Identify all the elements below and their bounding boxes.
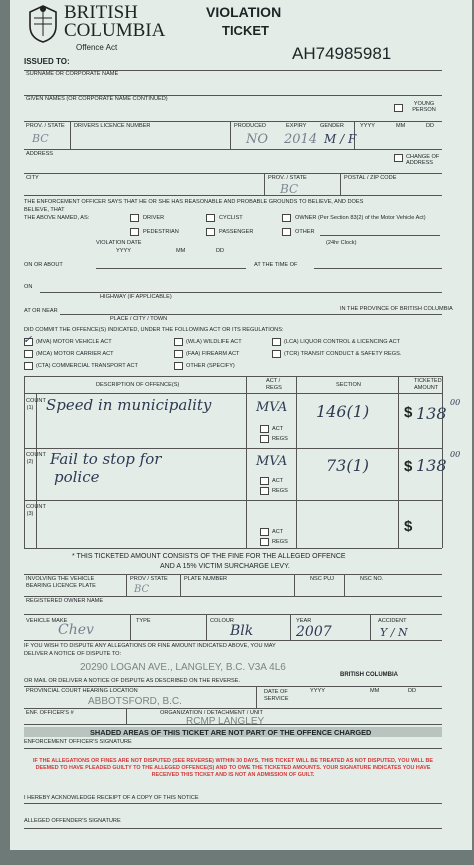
mva-check-mark: ✓ (23, 333, 33, 346)
row1-regs-opt: REGS (272, 436, 288, 442)
prov-state-label: PROV. / STATE (26, 123, 65, 129)
violation-yyyy: YYYY (116, 248, 131, 254)
clock-label: (24hr Clock) (326, 240, 357, 246)
prov2-value: BC (280, 182, 299, 196)
dispute-line3: OR MAIL OR DELIVER A NOTICE OF DISPUTE AS DESCRIBED ON THE REVERSE. (24, 678, 241, 684)
year-value: 2007 (296, 624, 332, 640)
court-value: ABBOTSFORD, B.C. (88, 696, 182, 707)
shaded-note: SHADED AREAS OF THIS TICKET ARE NOT PART OF THE OFFENCE CHARGED (90, 728, 372, 737)
colour-value: Blk (230, 623, 254, 639)
offence-desc-1: Speed in municipality (46, 396, 212, 414)
named-intro-1: THE ENFORCEMENT OFFICER SAYS THAT HE OR SHE HAS REASONABLE AND PROBABLE GROUNDS TO BELIEVE, AND DOES (24, 199, 364, 205)
birth-yyyy: YYYY (360, 123, 375, 129)
young-person-checkbox[interactable] (394, 104, 403, 112)
place-label: PLACE / CITY / TOWN (110, 316, 168, 322)
count-label-2: COUNT (2) (26, 452, 46, 465)
row3-act-opt: ACT (272, 529, 284, 535)
owner-label: OWNER (Per Section 83(2) of the Motor Vehicle Act) (295, 215, 426, 221)
row2-regs-checkbox[interactable] (260, 487, 269, 495)
gender-value: M / F (324, 132, 357, 146)
offence-amount-1: 138 (416, 404, 447, 423)
driver-label: DRIVER (143, 215, 165, 221)
lca-checkbox[interactable] (272, 338, 281, 346)
amount-dollar-3: $ (404, 518, 413, 535)
gender-label: GENDER (320, 123, 344, 129)
wla-checkbox[interactable] (174, 338, 183, 346)
produced-label: PRODUCED (234, 123, 267, 129)
at-the-time-of: AT THE TIME OF (254, 262, 298, 268)
amount-dollar-2: $ (404, 458, 413, 475)
passenger-checkbox[interactable] (206, 228, 215, 236)
mva-label: (MVA) MOTOR VEHICLE ACT (36, 339, 112, 345)
colour-label: COLOUR (210, 618, 234, 624)
on-label: ON (24, 284, 33, 290)
year-label: YEAR (296, 618, 312, 624)
veh-prov-label: PROV / STATE (130, 576, 168, 582)
given-names-label: GIVEN NAMES (OR CORPORATE NAME CONTINUED) (26, 96, 168, 102)
wla-label: (WLA) WILDLIFE ACT (186, 339, 242, 345)
row1-act-opt: ACT (272, 426, 284, 432)
expiry-label: EXPIRY (286, 123, 307, 129)
count-label-1: COUNT (1) (26, 398, 46, 411)
accident-value: Y / N (380, 626, 408, 639)
officer-signature-label: ENFORCEMENT OFFICER'S SIGNATURE (24, 739, 132, 745)
ticket-number: AH74985981 (292, 44, 392, 63)
make-value: Chev (58, 622, 94, 638)
violation-mm: MM (176, 248, 186, 254)
cyclist-checkbox[interactable] (206, 214, 215, 222)
named-intro-3: THE ABOVE NAMED, AS: (24, 215, 90, 221)
registered-owner-label: REGISTERED OWNER NAME (26, 598, 104, 604)
violation-ticket (10, 0, 472, 850)
brand-line2: COLUMBIA (64, 20, 166, 41)
offence-section-2: 73(1) (326, 456, 370, 475)
offence-section-1: 146(1) (316, 402, 370, 421)
section-header: SECTION (336, 382, 361, 388)
amount-header-1: TICKETED (414, 378, 442, 384)
count-label-3: COUNT (3) (26, 504, 46, 517)
row2-act-checkbox[interactable] (260, 477, 269, 485)
violation-dd: DD (216, 248, 225, 254)
amount-dollar-1: $ (404, 404, 413, 421)
dispute-line2: DELIVER A NOTICE OF DISPUTE TO: (24, 651, 122, 657)
issued-to-heading: ISSUED TO: (24, 57, 70, 66)
offence-desc-2b: police (54, 468, 100, 486)
service-yyyy: YYYY (310, 688, 325, 694)
prov-value: BC (32, 132, 49, 145)
row1-act-checkbox[interactable] (260, 425, 269, 433)
title-line1: VIOLATION (206, 4, 282, 20)
row3-act-checkbox[interactable] (260, 528, 269, 536)
province-label: IN THE PROVINCE OF BRITISH COLUMBIA (340, 306, 453, 312)
change-address-checkbox[interactable] (394, 154, 403, 162)
date-service-2: SERVICE (264, 696, 289, 702)
act-header-1: ACT / (266, 378, 281, 384)
faa-label: (FAA) FIREARM ACT (186, 351, 240, 357)
bc-label: BRITISH COLUMBIA (340, 672, 398, 678)
city-label: CITY (26, 175, 39, 181)
dispute-address: 20290 LOGAN AVE., LANGLEY, B.C. V3A 4L6 (80, 662, 286, 673)
type-label: TYPE (136, 618, 151, 624)
involving-label-1: INVOLVING THE VEHICLE (26, 576, 95, 582)
offence-cents-2: 00 (450, 450, 461, 459)
officer-label: ENF. OFFICER'S # (26, 710, 74, 716)
nsc-no: NSC NO. (360, 576, 384, 582)
tcr-label: (TCR) TRANSIT CONDUCT & SAFETY REGS. (284, 351, 402, 357)
highway-label: HIGHWAY (IF APPLICABLE) (100, 294, 172, 300)
court-label: PROVINCIAL COURT HEARING LOCATION (26, 688, 138, 694)
surname-label: SURNAME OR CORPORATE NAME (26, 71, 119, 77)
row2-act-opt: ACT (272, 478, 284, 484)
row1-regs-checkbox[interactable] (260, 435, 269, 443)
pedestrian-checkbox[interactable] (130, 228, 139, 236)
mca-checkbox[interactable] (24, 350, 33, 358)
prov-state2-label: PROV. / STATE (268, 175, 307, 181)
acknowledge-label: I HEREBY ACKNOWLEDGE RECEIPT OF A COPY OF THIS NOTICE (24, 795, 199, 801)
fine-note-2: AND A 15% VICTIM SURCHARGE LEVY. (160, 563, 290, 570)
row3-regs-opt: REGS (272, 539, 288, 545)
amount-header-2: AMOUNT (414, 385, 439, 391)
other-label: OTHER (295, 229, 315, 235)
offender-signature-label: ALLEGED OFFENDER'S SIGNATURE (24, 818, 121, 824)
other-act-label: OTHER (SPECIFY) (186, 363, 235, 369)
cyclist-label: CYCLIST (219, 215, 243, 221)
mca-label: (MCA) MOTOR CARRIER ACT (36, 351, 114, 357)
service-mm: MM (370, 688, 380, 694)
young-person-label: YOUNG PERSON (412, 101, 436, 113)
passenger-label: PASSENGER (219, 229, 254, 235)
bc-crest-icon (26, 4, 60, 44)
offence-cents-1: 00 (450, 398, 461, 407)
driver-checkbox[interactable] (130, 214, 139, 222)
org-label: ORGANIZATION / DETACHMENT / UNIT (160, 710, 263, 716)
offence-act-2: MVA (256, 454, 288, 469)
vehicle-make-label: VEHICLE MAKE (26, 618, 68, 624)
pedestrian-label: PEDESTRIAN (143, 229, 179, 235)
tcr-checkbox[interactable] (272, 350, 281, 358)
desc-header: DESCRIPTION OF OFFENCE(S) (96, 382, 180, 388)
date-service-1: DATE OF (264, 689, 288, 695)
veh-prov-value: BC (134, 584, 150, 595)
acts-intro: DID COMMIT THE OFFENCE(S) INDICATED, UNDER THE FOLLOWING ACT OR ITS REGULATIONS: (24, 327, 284, 333)
fine-note-1: * THIS TICKETED AMOUNT CONSISTS OF THE FINE FOR THE ALLEGED OFFENCE (72, 553, 346, 560)
owner-checkbox[interactable] (282, 214, 291, 222)
produced-value: NO (246, 132, 269, 147)
act-header-2: REGS (266, 385, 282, 391)
birth-dd: DD (426, 123, 435, 129)
lca-label: (LCA) LIQUOR CONTROL & LICENCING ACT (284, 339, 401, 345)
address-label: ADDRESS (26, 151, 54, 157)
on-or-about: ON OR ABOUT (24, 262, 63, 268)
involving-label-2: BEARING LICENCE PLATE (26, 583, 96, 589)
plate-label: PLATE NUMBER (184, 576, 228, 582)
brand-line1: BRITISH (64, 2, 138, 23)
faa-checkbox[interactable] (174, 350, 183, 358)
other-act-checkbox[interactable] (174, 362, 183, 370)
offence-act-1: MVA (256, 400, 288, 415)
offence-desc-2: Fail to stop for (50, 450, 162, 468)
act-label: Offence Act (76, 43, 118, 52)
warning-text: IF THE ALLEGATIONS OR FINES ARE NOT DISPUTED (SEE REVERSE) WITHIN 30 DAYS, THIS TICKET WILL BE TREATED AS NOT DISPUTED, YOU WILL BE DEEMED TO HAVE PLEADED GUILTY TO THE ALLEGED OFFENCE(S) AND TO OWE THE TICKETED AMOUNTS. YOUR SIGNATURE INDICATES YOU HAVE RECEIVED THIS TICKET AND IS NOT AN ADMISSION OF GUILT. (32, 758, 434, 779)
named-intro-2: BELIEVE, THAT (24, 207, 65, 213)
accident-label: ACCIDENT (378, 618, 407, 624)
licence-label: DRIVERS LICENCE NUMBER (74, 123, 151, 129)
row2-regs-opt: REGS (272, 488, 288, 494)
expiry-value: 2014 (284, 132, 318, 147)
postal-label: POSTAL / ZIP CODE (344, 175, 397, 181)
birth-mm: MM (396, 123, 406, 129)
other-checkbox[interactable] (282, 228, 291, 236)
dispute-line1: IF YOU WISH TO DISPUTE ANY ALLEGATIONS OR FINE AMOUNT INDICATED ABOVE, YOU MAY (24, 643, 276, 649)
org-value: RCMP LANGLEY (186, 716, 265, 727)
cta-checkbox[interactable] (24, 362, 33, 370)
offence-amount-2: 138 (416, 456, 447, 475)
change-address-label: CHANGE OF ADDRESS (406, 154, 440, 166)
title-line2: TICKET (222, 23, 269, 38)
row3-regs-checkbox[interactable] (260, 538, 269, 546)
cta-label: (CTA) COMMERCIAL TRANSPORT ACT (36, 363, 138, 369)
nsc-puj: NSC PUJ (310, 576, 334, 582)
at-or-near: AT OR NEAR (24, 308, 58, 314)
service-dd: DD (408, 688, 417, 694)
violation-date-label: VIOLATION DATE (96, 240, 142, 246)
